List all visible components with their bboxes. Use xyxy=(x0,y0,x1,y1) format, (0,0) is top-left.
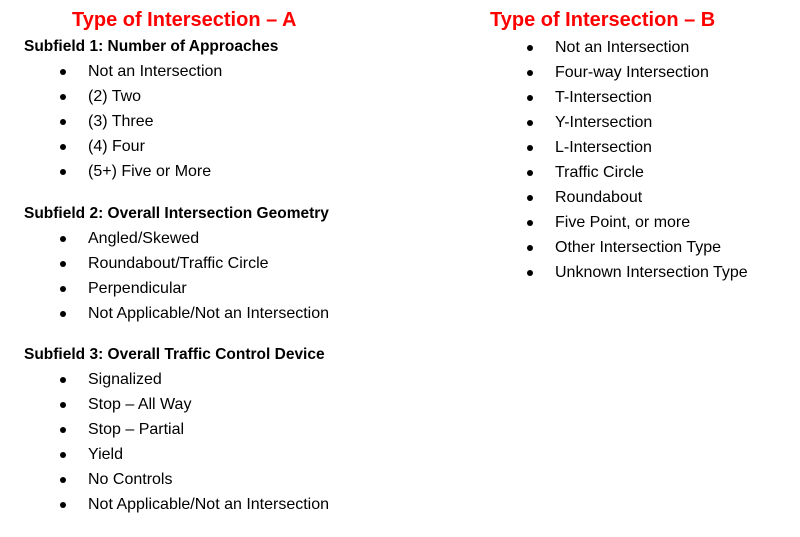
bullet-icon xyxy=(527,145,533,151)
bullet-icon xyxy=(60,377,66,383)
bullet-icon xyxy=(527,70,533,76)
title-intersection-a: Type of Intersection – A xyxy=(72,9,297,31)
bullet-icon xyxy=(527,120,533,126)
bullet-icon xyxy=(527,45,533,51)
bullet-icon xyxy=(60,144,66,150)
bullet-icon xyxy=(60,261,66,267)
bullet-icon xyxy=(60,502,66,508)
bullet-icon xyxy=(60,236,66,242)
bullet-icon xyxy=(527,245,533,251)
bullet-icon xyxy=(60,477,66,483)
bullet-icon xyxy=(60,94,66,100)
title-intersection-b: Type of Intersection – B xyxy=(490,9,716,31)
bullet-icon xyxy=(60,311,66,317)
bullet-icon xyxy=(527,220,533,226)
bullet-icon xyxy=(60,286,66,292)
bullet-icon xyxy=(60,69,66,75)
bullet-icon xyxy=(527,95,533,101)
bullet-icon xyxy=(60,427,66,433)
bullet-icon xyxy=(527,270,533,276)
subfield-1-heading: Subfield 1: Number of Approaches xyxy=(24,38,279,55)
bullet-icon xyxy=(60,119,66,125)
subfield-2-heading: Subfield 2: Overall Intersection Geometry xyxy=(24,205,329,222)
bullet-icon xyxy=(60,169,66,175)
subfield-3-heading: Subfield 3: Overall Traffic Control Device xyxy=(24,346,325,363)
bullet-icon xyxy=(60,402,66,408)
bullet-icon xyxy=(527,170,533,176)
bullet-icon xyxy=(60,452,66,458)
bullet-icon xyxy=(527,195,533,201)
